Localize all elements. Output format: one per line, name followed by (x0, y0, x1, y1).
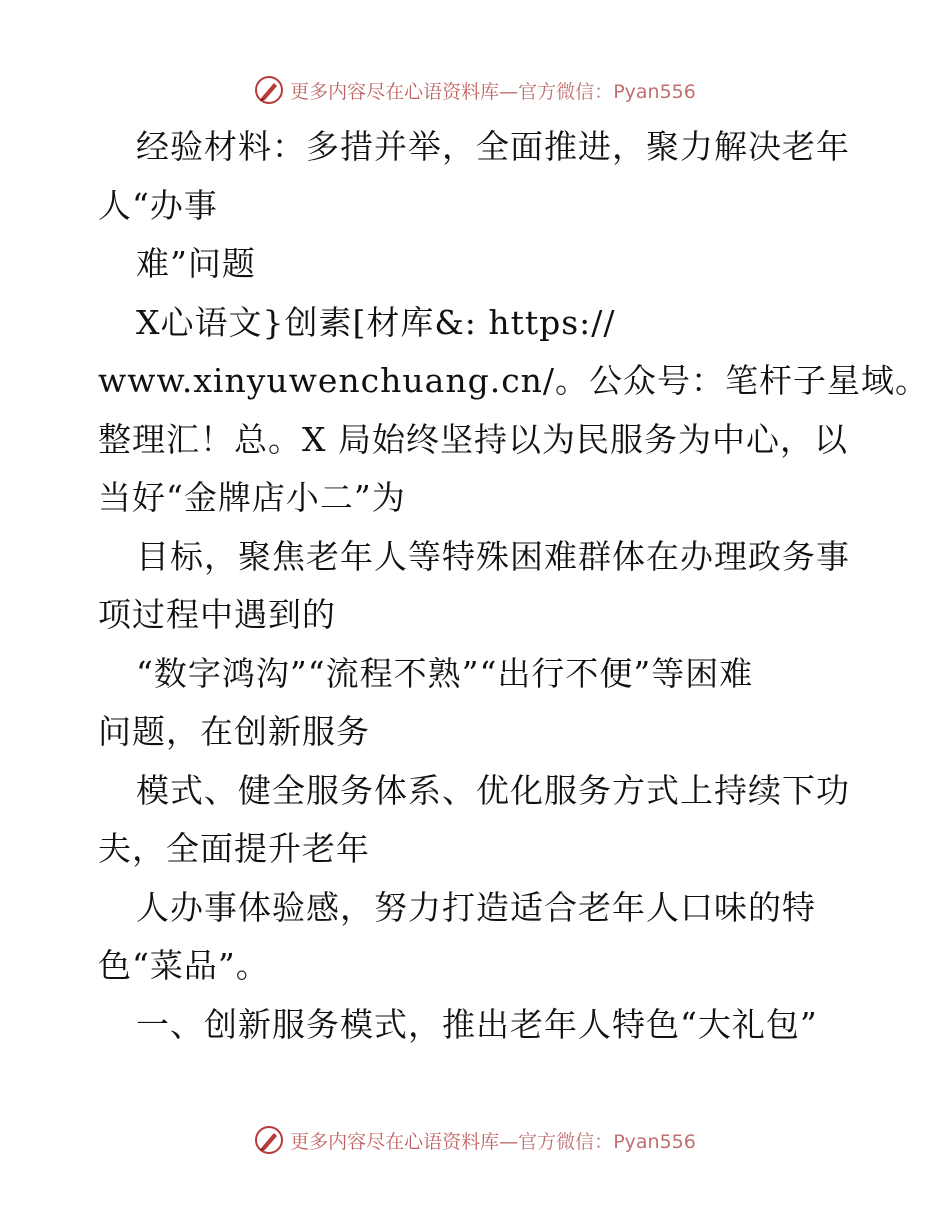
pen-logo-icon (254, 1125, 284, 1155)
text-line: 人办事体验感，努力打造适合老年人口味的特 (136, 887, 816, 927)
text-line: www.xinyuwenchuang.cn/。公众号：笔杆子星域。 (98, 361, 930, 400)
text-line: 模式、健全服务体系、优化服务方式上持续下功 (136, 770, 850, 810)
pen-logo-icon (254, 75, 284, 105)
header-banner (0, 70, 950, 110)
text-line: 当好“金牌店小二”为 (98, 478, 406, 517)
banner-lead: 更多内容尽在心语资料库 (290, 80, 500, 103)
banner-dash: — (499, 1130, 519, 1153)
text-line: “数字鸿沟”“流程不熟”“出行不便”等困难 (136, 653, 754, 693)
banner-lead: 更多内容尽在心语资料库 (290, 1130, 500, 1153)
text-line: 夫，全面提升老年 (98, 829, 370, 868)
banner-official: 官方微信： (518, 80, 614, 103)
text-line: 人“办事 (98, 185, 218, 225)
text-line: 色“菜品”。 (98, 946, 270, 985)
text-line: 问题，在创新服务 (98, 712, 370, 751)
banner-text (290, 1127, 696, 1154)
banner-id: Pyan556 (613, 80, 696, 103)
text-line: 一、创新服务模式，推出老年人特色“大礼包” (136, 1004, 818, 1044)
text-line: 整理汇！总。X 局始终坚持以为民服务为中心，以 (98, 419, 848, 459)
banner-id: Pyan556 (613, 1130, 696, 1153)
footer-banner (0, 1120, 950, 1160)
banner-text (290, 77, 696, 104)
banner-official: 官方微信： (518, 1130, 614, 1153)
text-line: 项过程中遇到的 (98, 595, 336, 634)
text-line: 难”问题 (136, 244, 256, 283)
text-line: 经验材料：多措并举，全面推进，聚力解决老年 (136, 127, 850, 166)
text-line: X心语文}创素[材库&: https:// (136, 302, 616, 342)
document-body (98, 118, 930, 1054)
text-line: 目标，聚焦老年人等特殊困难群体在办理政务事 (136, 536, 850, 576)
banner-dash: — (499, 80, 519, 103)
